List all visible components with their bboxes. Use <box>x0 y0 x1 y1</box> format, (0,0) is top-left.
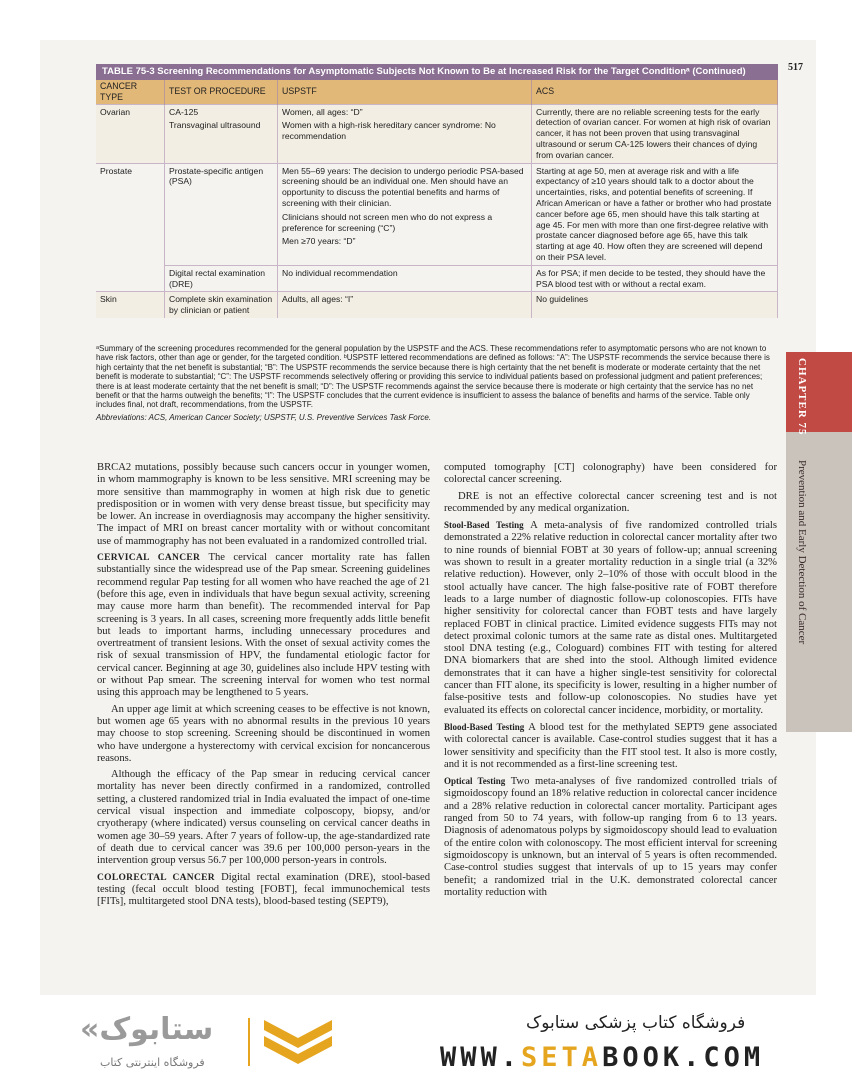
cell-uspstf <box>278 163 532 265</box>
cell-acs: As for PSA; if men decide to be tested, they should have the PSA blood test with or without a rectal exam. <box>532 265 778 292</box>
header-cancer-type: CANCER TYPE <box>96 80 165 104</box>
table-header-row <box>96 80 778 104</box>
chapter-number: CHAPTER 75 <box>796 358 808 436</box>
table-grid <box>96 80 778 318</box>
paragraph <box>97 552 430 700</box>
cell-uspstf: Adults, all ages: “I” <box>278 292 532 318</box>
cell-test: Complete skin examination by clinician or patient <box>165 292 278 318</box>
table-row-skin <box>96 292 778 318</box>
book-logo-icon <box>260 1010 336 1070</box>
paragraph <box>97 872 430 909</box>
paragraph-text: A blood test for the methylated SEPT9 gene associated with colorectal cancer is available. Case-control studies suggest that it has a lower sensitivity and specificity than the FIT stool test. It also is more costly, and it is not recommended as a first-line screening test. <box>444 721 777 770</box>
paragraph: BRCA2 mutations, possibly because such cancers occur in younger women, in whom mammography is known to be less sensitive. MRI screening may be more sensitive than mammography in women at high risk due to genetic predisposition or in women with very dense breast tissue, but specificity may be lower. An increase in overdiagnosis may accompany the higher sensitivity. The impact of MRI on breast cancer mortality with or without concomitant use of mammography has not been evaluated in a randomized controlled trial. <box>97 462 430 547</box>
cell-text: Transvaginal ultrasound <box>169 120 261 131</box>
section-heading: CERVICAL CANCER <box>97 553 201 564</box>
table-footnote <box>96 344 778 425</box>
url-prefix: WWW. <box>440 1042 522 1073</box>
subsection-heading: Blood-Based Testing <box>444 721 525 732</box>
cell-text: Women, all ages: “D” <box>282 106 363 117</box>
page-number: 517 <box>788 62 803 73</box>
cell-text: Men 55–69 years: The decision to undergo periodic PSA-based screening should be an individual one. Men should have an opportunity to discuss the potential benefits and harms of screening with their clinician. <box>282 165 524 208</box>
subsection-heading: Stool-Based Testing <box>444 520 524 531</box>
right-column <box>444 462 777 903</box>
cell-type: Ovarian <box>96 104 165 163</box>
footnote-text: ᵃSummary of the screening procedures recommended for the general population by the USPSTF and the ACS. These recommendations refer to asymptomatic persons who are not known to have risk factors, other than age or gender, for the targeted condition. ᵇUSPSTF lettered recommendations are defined as follows: “A”: The USPSTF recommends the service because there is high certainty that the net benefit is substantial; “B”: The USPSTF recommends the service because there is high certainty that the net benefit is moderate or moderate certainty that the net benefit is moderate to substantial; “C”: The USPSTF recommends selectively offering or providing this service to individual patients based on professional judgment and patient preferences; there is at least moderate certainty that the net benefit is small; “D”: The USPSTF recommends against the service because there is moderate or high certainty that the service has no net benefit or that the harms outweigh the benefits; “I”: The USPSTF concludes that the current evidence is insufficient to assess the balance of benefits and harms of the service. Table only includes final, not draft, recommendations, from the USPSTF. <box>96 344 770 410</box>
cell-text: Women with a high-risk hereditary cancer syndrome: No recommendation <box>282 120 496 142</box>
chapter-label <box>796 358 808 644</box>
left-column <box>97 462 430 912</box>
paragraph <box>444 721 777 771</box>
cell-acs: No guidelines <box>532 292 778 318</box>
store-logo-text: «ستابوک <box>80 1012 214 1047</box>
url-highlight: SETA <box>521 1042 603 1073</box>
screening-table <box>96 64 778 318</box>
cell-uspstf <box>278 104 532 163</box>
table-row-ovarian <box>96 104 778 163</box>
cell-test: Prostate-specific antigen (PSA) <box>165 163 278 265</box>
cell-text: Clinicians should not screen men who do not express a preference for screening (“C”) <box>282 211 493 233</box>
cell-text: Men ≥70 years: “D” <box>282 236 356 247</box>
table-row-dre <box>96 265 778 292</box>
abbreviations: Abbreviations: ACS, American Cancer Society; USPSTF, U.S. Preventive Services Task Force. <box>96 412 432 422</box>
paragraph: Although the efficacy of the Pap smear in reducing cervical cancer mortality has never been directly confirmed in a randomized, controlled setting, a clustered randomized trial in India evaluated the impact of one-time cervical visual inspection and immediate colposcopy, biopsy, and/or cryotherapy (where indicated) versus counseling on cervical cancer deaths in women age 30–59 years. After 7 years of follow-up, the age-standardized rate of death due to cervical cancer was 39.6 per 100,000 person-years in the intervention group versus 56.7 per 100,000 person-years in controls. <box>97 769 430 867</box>
section-heading: COLORECTAL CANCER <box>97 872 215 883</box>
header-uspstf: USPSTF <box>278 80 532 104</box>
cell-text: CA-125 <box>169 106 199 117</box>
table-title: TABLE 75-3 Screening Recommendations for Asymptomatic Subjects Not Known to Be at Increased Risk for the Target Conditionᵃ (Continued) <box>96 64 778 80</box>
cell-acs: Starting at age 50, men at average risk and with a life expectancy of ≥10 years should talk to a doctor about the uncertainties, risks, and potential benefits of screening. If African American or have a father or brother who had prostate cancer before age 65, men should have this talk starting at age 45. For men with more than one first-degree relative with prostate cancer diagnosed before age 65, have this talk starting at age 40. How often they are screened will depend on their PSA level. <box>532 163 778 265</box>
cell-test <box>165 104 278 163</box>
paragraph <box>444 775 777 899</box>
cell-test: Digital rectal examination (DRE) <box>165 265 278 292</box>
cell-uspstf: No individual recommendation <box>278 265 532 292</box>
cell-acs: Currently, there are no reliable screening tests for the early detection of ovarian cancer. For women at high risk of ovarian cancer, it has not been proven that using transvaginal ultrasound or serum CA-125 lowers their chances of dying from ovarian cancer. <box>532 104 778 163</box>
paragraph-text: Two meta-analyses of five randomized controlled trials of sigmoidoscopy found an 18% relative reduction in colorectal cancer incidence and a 28% relative reduction in colorectal cancer mortality. Participant ages ranged from 50 to 74 years, with follow-up ranging from 6 to 13 years. Diagnosis of adenomatous polyps by sigmoidoscopy should lead to evaluation of the entire colon with colonoscopy. The most efficient interval for screening sigmoidoscopy is unknown, but an interval of 5 years is often recommended. Case-control studies suggest that intervals of up to 15 years may confer benefit; a randomized trial in the U.K. demonstrated colorectal cancer mortality reduction with <box>444 776 777 898</box>
header-acs: ACS <box>532 80 778 104</box>
chapter-title: Prevention and Early Detection of Cancer <box>796 460 808 645</box>
store-name: فروشگاه کتاب پزشکی ستابوک <box>526 1013 746 1033</box>
cell-type: Skin <box>96 292 165 318</box>
paragraph-text: Digital rectal examination (DRE), stool-based testing (fecal occult blood testing [FOBT], fecal immunochemical tests [FITs], multitargeted stool DNA tests), blood-based testing (SEPT9), <box>97 871 431 908</box>
paragraph: computed tomography [CT] colonography) have been considered for colorectal cancer screening. <box>444 462 777 486</box>
subsection-heading: Optical Testing <box>444 776 506 787</box>
cell-type: Prostate <box>96 163 165 292</box>
paragraph: DRE is not an effective colorectal cancer screening test and is not recommended by any medical organization. <box>444 490 777 514</box>
banner-divider <box>248 1018 250 1066</box>
paragraph <box>444 519 777 717</box>
paragraph-text: The cervical cancer mortality rate has fallen substantially since the widespread use of the Pap smear. Screening guidelines recommend regular Pap testing for all women who have reached the age of 21 (before this age, even in individuals that have begun sexual activity, screening may cause more harm than benefit). The recommended interval for Pap screening is 3 years. In all cases, screening more frequently adds little benefit but leads to important harms, including unnecessary procedures and overtreatment of transient lesions. With the onset of sexual activity comes the risk of sexual transmission of HPV, the fundamental etiologic factor for cervical cancer. Beginning at age 30, guidelines also include HPV testing with or without Pap smear. The screening interval for women who test normal using this approach may be lengthened to 5 years. <box>97 552 430 699</box>
url-suffix: BOOK.COM <box>602 1042 765 1073</box>
paragraph: An upper age limit at which screening ceases to be effective is not known, but women age 65 years with no abnormal results in the previous 10 years may choose to stop screening. Screening should be discontinued in women who have undergone a hysterectomy with cervical excision for noncancerous reasons. <box>97 703 430 764</box>
header-test: TEST OR PROCEDURE <box>165 80 278 104</box>
table-row-prostate <box>96 163 778 265</box>
store-logo-subtitle: فروشگاه اینترنتی کتاب <box>100 1056 205 1069</box>
paragraph-text: A meta-analysis of five randomized controlled trials demonstrated a 22% relative reduction in colorectal cancer mortality after two to nine rounds of biennial FOBT at 30 years of follow-up; annual screening was shown to result in a greater mortality reduction in a single trial (a 32% relative reduction). However, only 2–10% of those with occult blood in the stool actually have cancer. The high false-positive rate of FOBT therefore leads to a large number of diagnostic follow-up colonoscopies. FITs have higher sensitivity for colorectal cancer than FOBT tests and have largely replaced FOBT in clinical practice. Limited evidence suggests FITs may not detect proximal colonic tumors at the same rate as distal ones. Multitargeted stool DNA testing (e.g., Cologuard) combines FIT with testing for altered DNA biomarkers that are shed into the stool. Although limited evidence demonstrates that it can have a higher single-test sensitivity for colorectal cancer than FIT alone, its specificity is lower, resulting in a higher number of false-positive tests and follow-up colonoscopies. No studies have yet evaluated its effects on colorectal cancer incidence, morbidity, or mortality. <box>444 520 777 716</box>
store-url[interactable] <box>440 1042 764 1073</box>
